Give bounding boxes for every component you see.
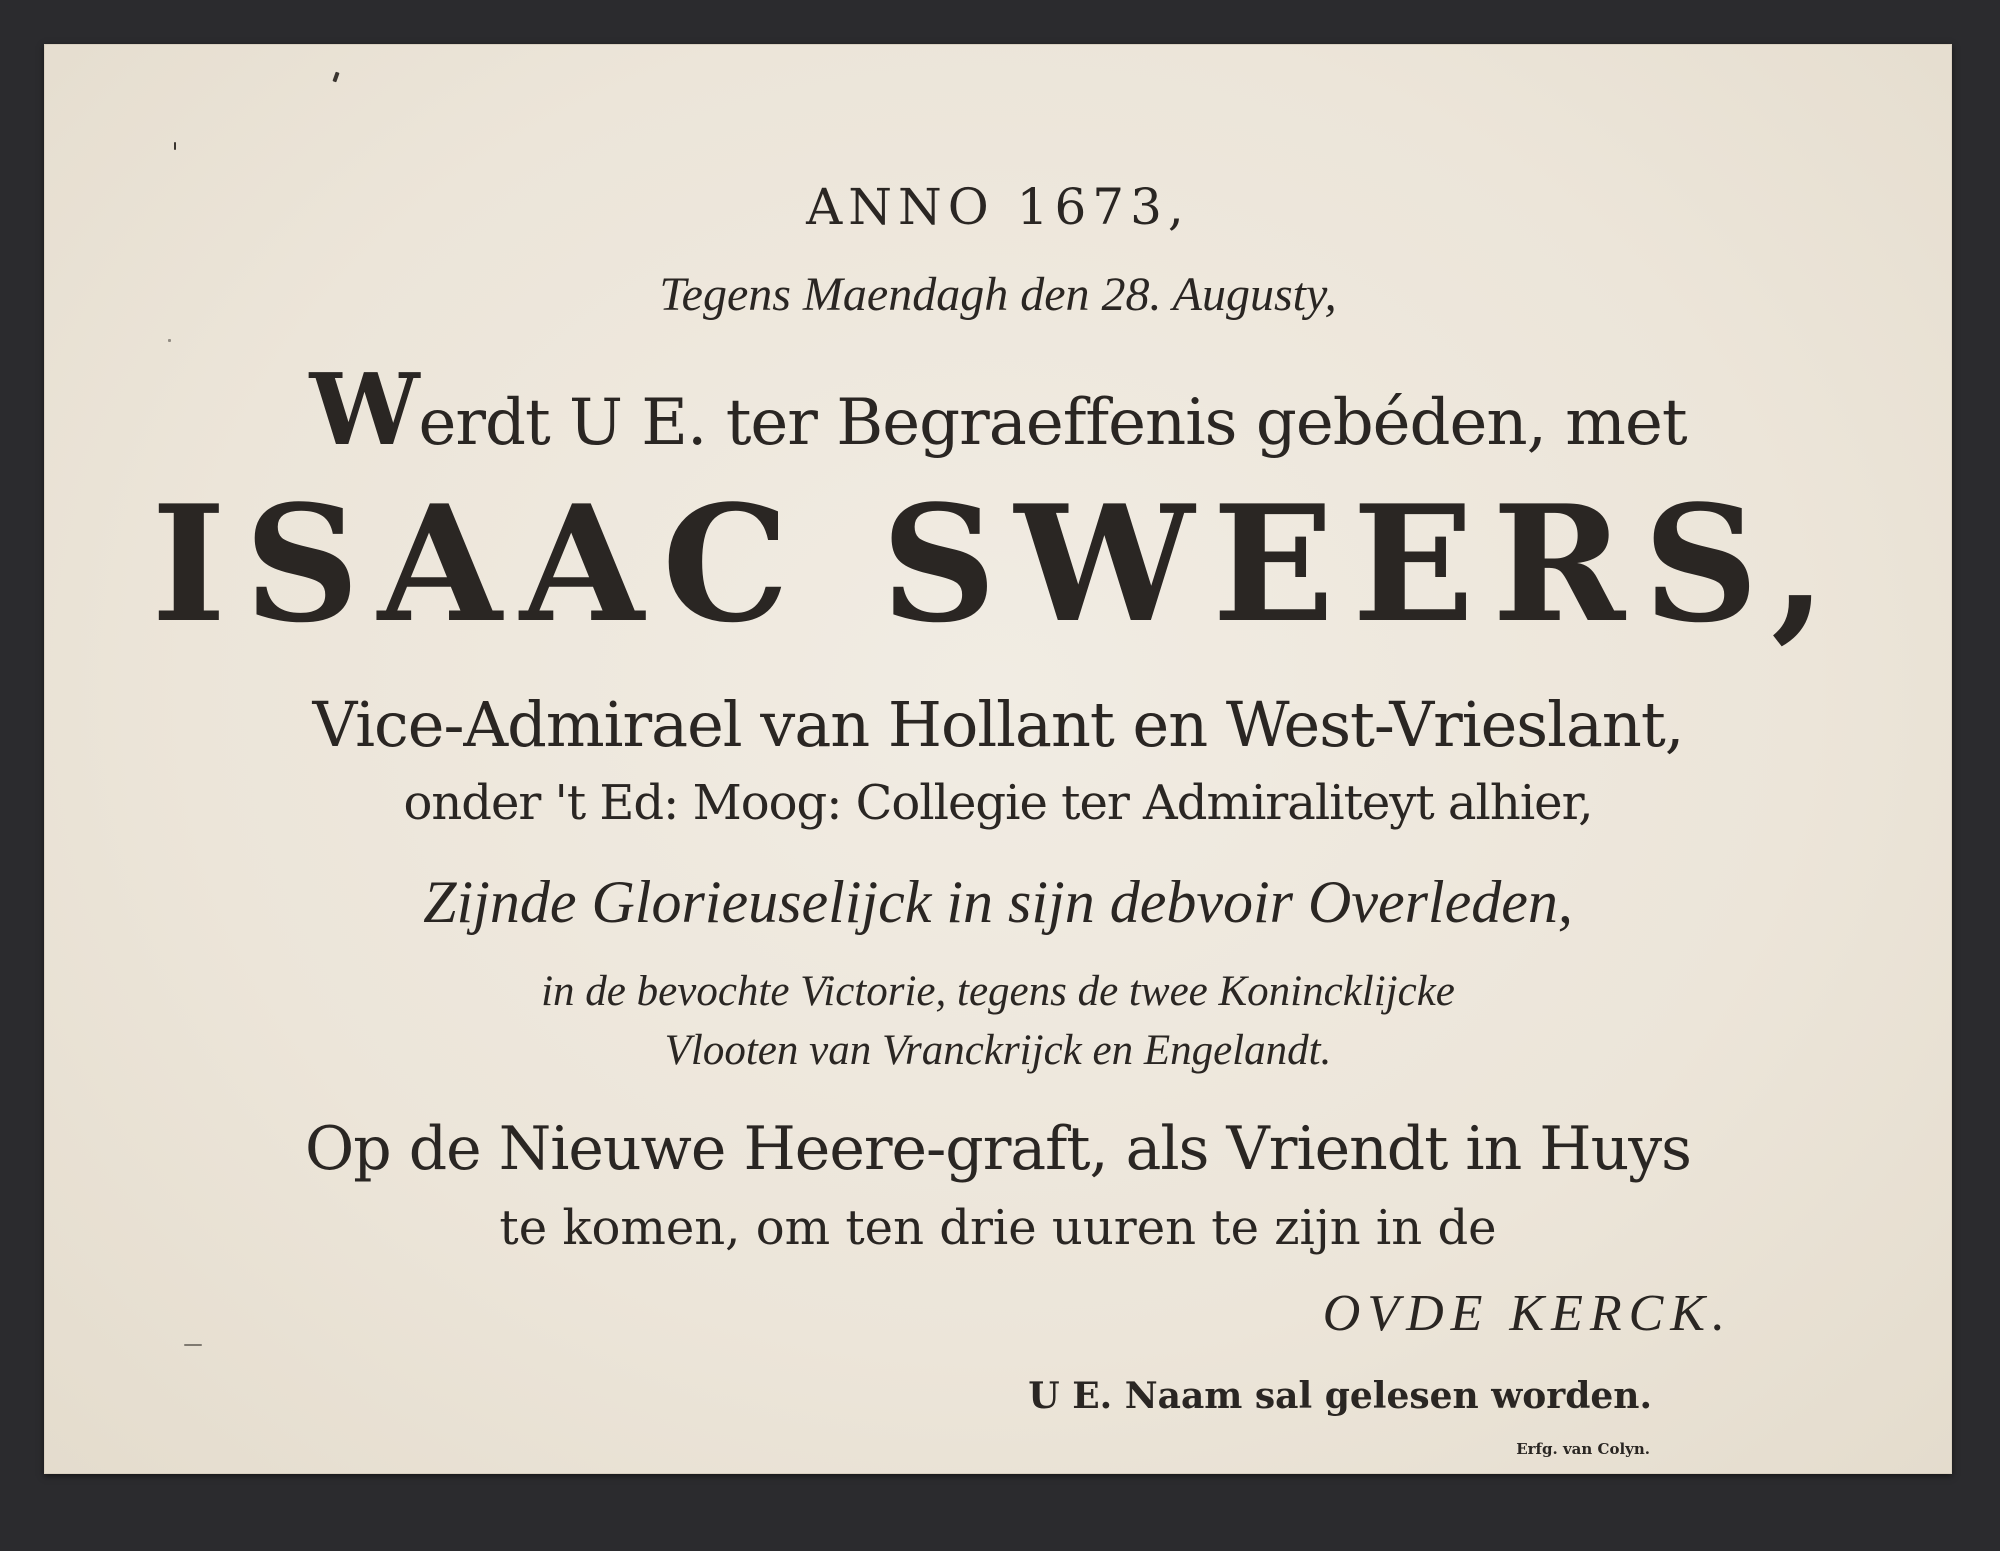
time-line: te komen, om ten drie uuren te zijn in de xyxy=(499,1200,1497,1256)
ink-speck xyxy=(184,1344,202,1346)
deceased-name: ISAAC SWEERS, xyxy=(151,470,1845,658)
printer-mark: Erfg. van Colyn. xyxy=(1516,1440,1650,1458)
college-line: onder 't Ed: Moog: Collegie ter Admiraliteyt alhier, xyxy=(403,775,1593,831)
rank-line: Vice-Admirael van Hollant en West-Vrieslant, xyxy=(312,688,1684,761)
year-heading: ANNO 1673, xyxy=(806,178,1190,236)
address-line: Op de Nieuwe Heere-graft, als Vriendt in Huys xyxy=(305,1114,1691,1184)
church-name: OVDE KERCK. xyxy=(1322,1285,1732,1342)
victory-line: in de bevochte Victorie, tegens de twee Koninckliјcke xyxy=(541,968,1455,1015)
ink-speck xyxy=(332,72,339,83)
invitation-line xyxy=(44,353,1952,468)
paper-sheet xyxy=(44,44,1952,1474)
ink-speck xyxy=(168,339,171,342)
fleets-line: Vlooten van Vranckrijck en Engelandt. xyxy=(664,1027,1332,1074)
ink-speck xyxy=(174,142,176,150)
death-line: Zijnde Glorieuselijck in sijn debvoir Overleden, xyxy=(423,869,1573,935)
invitation-text: erdt U E. ter Begraeffenis gebéden, met xyxy=(418,386,1687,460)
date-line: Tegens Maendagh den 28. Augusty, xyxy=(659,268,1337,321)
drop-capital: W xyxy=(309,353,419,468)
name-read-note: U E. Naam sal gelesen worden. xyxy=(1028,1375,1652,1417)
